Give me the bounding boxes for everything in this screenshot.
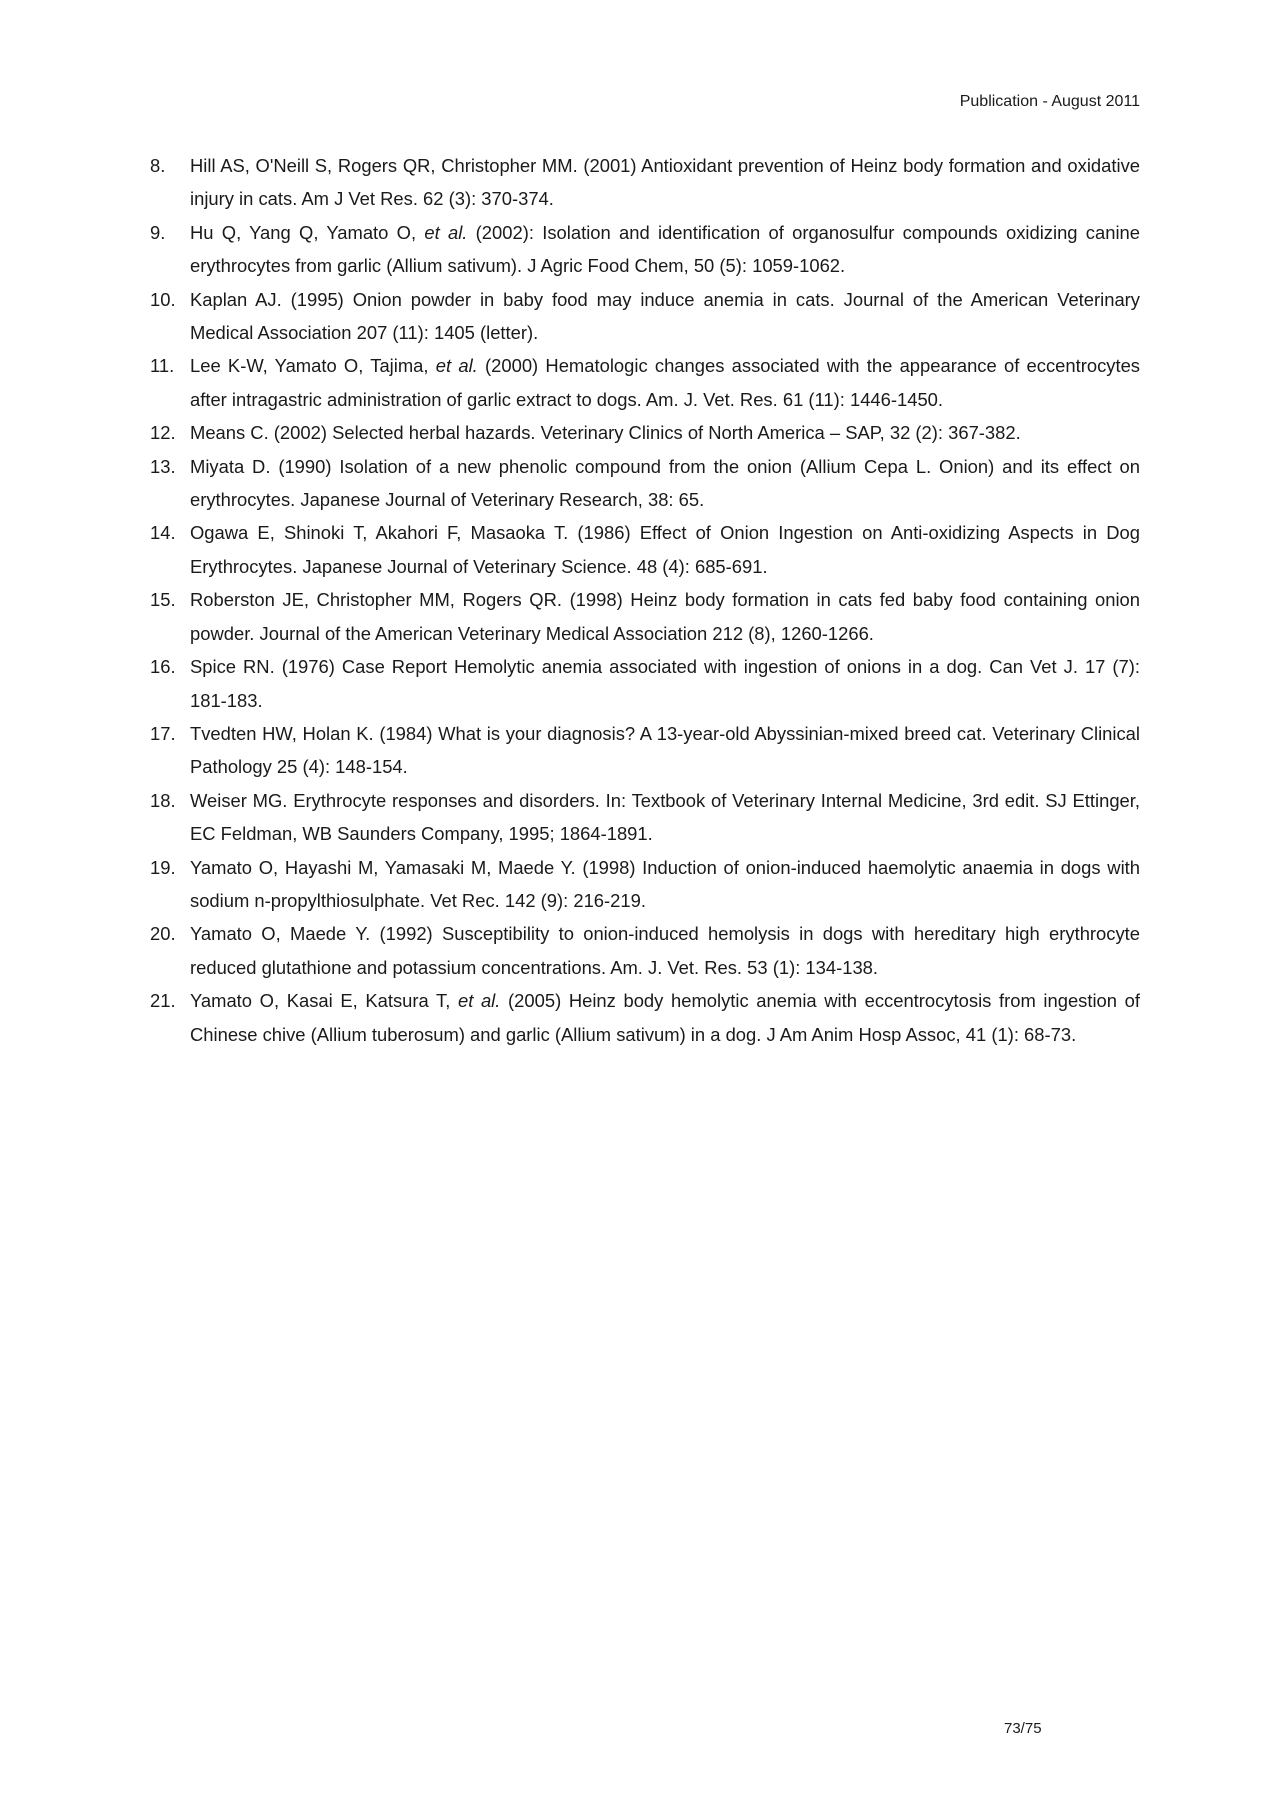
reference-item (150, 917, 1140, 984)
reference-text: Hill AS, O'Neill S, Rogers QR, Christopher MM. (2001) Antioxidant prevention of Heinz body formation and oxidative injury in cats. Am J Vet Res. 62 (3): 370-374. (190, 155, 1140, 210)
publication-date: Publication - August 2011 (959, 93, 1140, 110)
reference-item (150, 984, 1140, 1051)
reference-number: 21. (150, 990, 176, 1012)
reference-text: Kaplan AJ. (1995) Onion powder in baby food may induce anemia in cats. Journal of the American Veterinary Medical Association 207 (11): 1405 (letter). (190, 288, 1140, 344)
reference-text: Roberston JE, Christopher MM, Rogers QR. (1998) Heinz body formation in cats fed baby food containing onion powder. Journal of the American Veterinary Medical Association 212 (8), 1260-1266. (190, 589, 1140, 644)
reference-number: 20. (150, 923, 176, 945)
reference-text: Lee K-W, Yamato O, Tajima, et al. (2000) Hematologic changes associated with the appearance of eccentrocytes after intragastric administration of garlic extract to dogs. Am. J. Vet. Res. 61 (11): 1446-1450. (190, 355, 1141, 410)
reference-text: Weiser MG. Erythrocyte responses and disorders. In: Textbook of Veterinary Internal Medicine, 3rd edit. SJ Ettinger, EC Feldman, WB Saunders Company, 1995; 1864-1891. (190, 789, 1140, 845)
reference-number: 15. (150, 589, 176, 611)
page-footer (1004, 1720, 1042, 1738)
reference-item (150, 717, 1140, 784)
reference-text: Tvedten HW, Holan K. (1984) What is your diagnosis? A 13-year-old Abyssinian-mixed breed cat. Veterinary Clinical Pathology 25 (4): 148-154. (190, 722, 1140, 778)
reference-number: 8. (150, 155, 166, 176)
reference-number: 12. (150, 422, 176, 444)
reference-item (150, 349, 1140, 416)
reference-item (150, 784, 1140, 851)
reference-number: 13. (150, 455, 176, 477)
reference-item (150, 416, 1140, 449)
reference-item (150, 283, 1140, 350)
page-header (960, 92, 1140, 112)
reference-item (150, 149, 1140, 216)
reference-text: Miyata D. (1990) Isolation of a new phenolic compound from the onion (Allium Cepa L. Onion) and its effect on erythrocytes. Japanese Journal of Veterinary Research, 38: 65. (190, 455, 1140, 511)
reference-number: 17. (150, 722, 176, 744)
reference-text: Yamato O, Kasai E, Katsura T, et al. (2005) Heinz body hemolytic anemia with eccentrocytosis from ingestion of Chinese chive (Allium tuberosum) and garlic (Allium sativum) in a dog. J Am Anim Hosp Assoc, 41 (1): 68-73. (190, 990, 1140, 1045)
reference-item (150, 450, 1140, 517)
page-number: 73/75 (1004, 1720, 1042, 1737)
reference-number: 16. (150, 656, 176, 678)
reference-text: Spice RN. (1976) Case Report Hemolytic anemia associated with ingestion of onions in a dog. Can Vet J. 17 (7): 181-183. (190, 656, 1140, 711)
reference-item (150, 516, 1140, 583)
reference-text: Yamato O, Hayashi M, Yamasaki M, Maede Y. (1998) Induction of onion-induced haemolytic anaemia in dogs with sodium n-propylthiosulphate. Vet Rec. 142 (9): 216-219. (190, 856, 1140, 911)
reference-number: 11. (150, 355, 175, 377)
reference-number: 14. (150, 522, 176, 544)
reference-item (150, 650, 1140, 717)
reference-text: Hu Q, Yang Q, Yamato O, et al. (2002): Isolation and identification of organosulfur compounds oxidizing canine erythrocytes from garlic (Allium sativum). J Agric Food Chem, 50 (5): 1059-1062. (190, 221, 1141, 277)
reference-item (150, 583, 1140, 650)
reference-number: 18. (150, 789, 176, 811)
reference-text: Ogawa E, Shinoki T, Akahori F, Masaoka T. (1986) Effect of Onion Ingestion on Anti-oxidizing Aspects in Dog Erythrocytes. Japanese Journal of Veterinary Science. 48 (4): 685-691. (190, 522, 1140, 577)
reference-list (150, 149, 1140, 1051)
reference-number: 19. (150, 856, 176, 878)
reference-text: Yamato O, Maede Y. (1992) Susceptibility to onion-induced hemolysis in dogs with hereditary high erythrocyte reduced glutathione and potassium concentrations. Am. J. Vet. Res. 53 (1): 134-138. (190, 923, 1140, 978)
reference-item (150, 851, 1140, 918)
reference-item (150, 216, 1140, 283)
reference-number: 10. (150, 288, 176, 310)
reference-number: 9. (150, 221, 166, 243)
reference-text: Means C. (2002) Selected herbal hazards. Veterinary Clinics of North America – SAP, 32 (2): 367-382. (190, 422, 1021, 444)
